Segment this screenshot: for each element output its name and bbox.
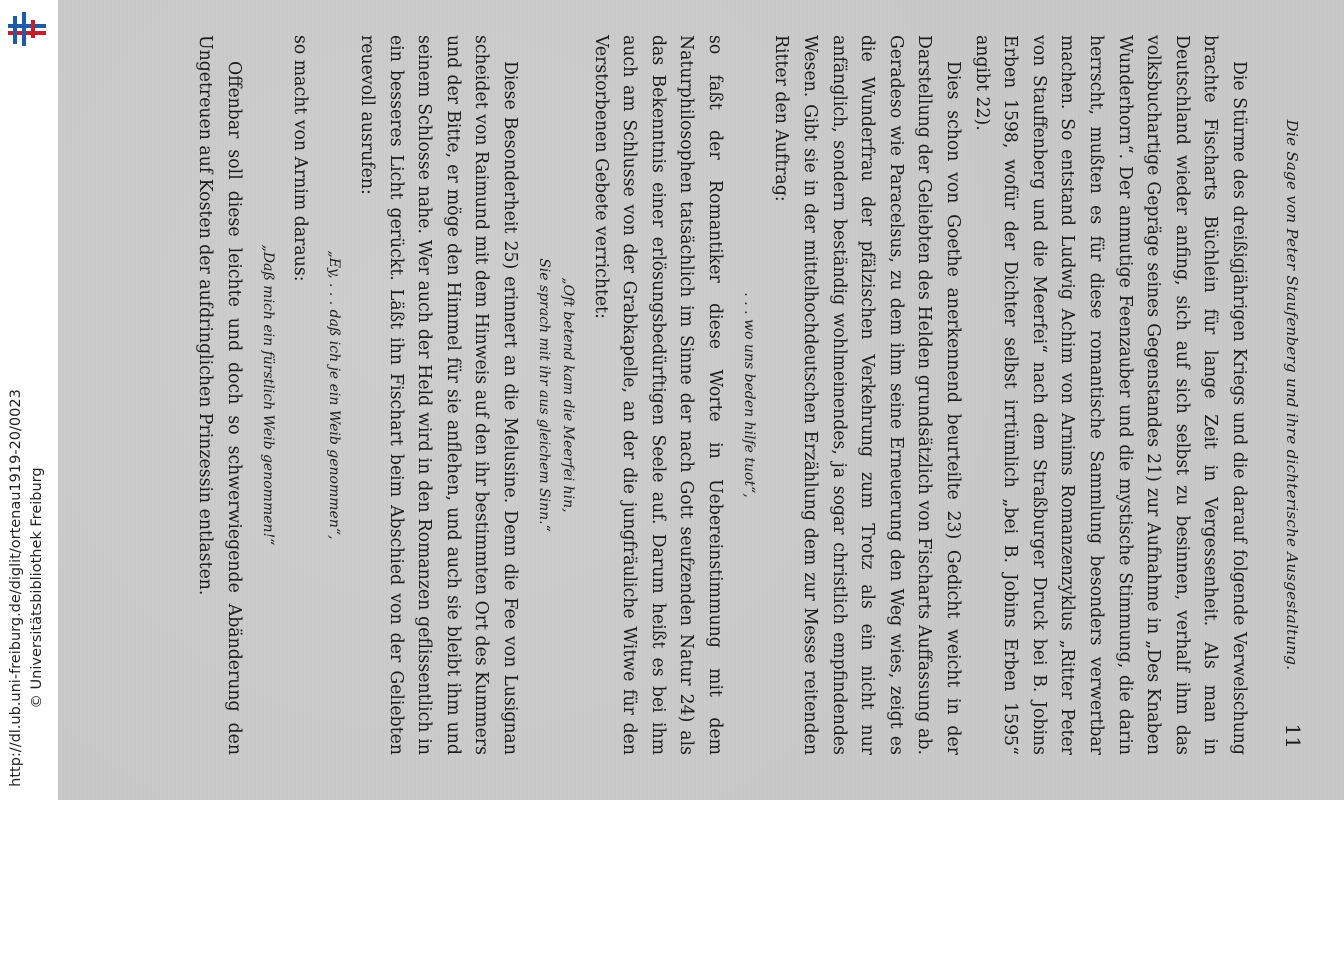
quote-2-line-2: Sie sprach mit ihr aus gleichem Sinn.“ bbox=[535, 258, 552, 532]
quote-1-text: . . . wo uns beden hilfe tuot“, bbox=[740, 292, 757, 498]
body-text bbox=[191, 35, 1253, 755]
running-head-text: Die Sage von Peter Staufenberg und ihre dichterische Ausgestaltung. bbox=[1283, 119, 1301, 671]
paragraph-1: Die Stürme des dreißigjährigen Kriegs und die darauf folgende Verwelschung brachte Fischarts Büchlein für lange Zeit in Vergessenheit. Als man in Deutschland wieder anfing, sich auf sich selbst zu besinnen, verhalf ihm das volksbuchartige Gepräge seines Gegenstandes 21) zur Aufnahme in „Des Knaben Wunderhorn“. Der anmutige Feenzauber und die mystische Stimmung, die darin herrscht, mußten es für diese romantische Sammlung besonders verwertbar machen. So entstand Ludwig Achim von Arnims Romanzenzyklus „Ritter Peter von Stauffenberg und die Meerfei“ nach dem Straßburger Druck bei B. Jobins Erben 1598, wofür der Dichter selbst irrtümlich „bei B. Jobins Erben 1595“ angibt 22). bbox=[971, 35, 1249, 755]
credit-copyright: © Universitätsbibliothek Freiburg bbox=[29, 467, 45, 709]
quote-4 bbox=[256, 35, 280, 755]
running-head bbox=[1277, 35, 1301, 755]
quote-3 bbox=[322, 35, 346, 755]
rotated-page-content bbox=[75, 35, 1315, 755]
quote-3-text: „Ey, . . . daß ich je ein Weib genommen“, bbox=[326, 250, 343, 540]
copyright-credit bbox=[6, 208, 52, 968]
viewer-sidebar bbox=[0, 0, 58, 800]
quote-2 bbox=[532, 35, 580, 755]
quote-2-line-1: „Oft betend kam die Meerfei hin, bbox=[559, 277, 576, 513]
scanned-page bbox=[58, 0, 1344, 800]
paragraph-3: so faßt der Romantiker diese Worte in Uebereinstimmung mit dem Naturphilosophen tatsächlich im Sinne der nach Gott seufzenden Natur 24) als das Bekenntnis einer erlösungsbedürftigen Seele auf. Darum heißt es bei ihm auch am Schlusse von der Grabkapelle, an der die jungfräuliche Witwe für den Verstorbenen Gebete verrichtet: bbox=[590, 35, 725, 755]
page-number: 11 bbox=[1281, 723, 1305, 749]
ub-freiburg-logo-icon[interactable] bbox=[6, 10, 48, 48]
quote-1 bbox=[737, 35, 761, 755]
paragraph-4: Diese Besonderheit 25) erinnert an die Melusine. Denn die Fee von Lusignan scheidet von Raimund mit dem Hinweis auf den ihr bestimmten Ort des Kummers und der Bitte, er möge den Himmel für sie anflehen, und auch sie bleibt ihm und seinem Schlosse nahe. Wer auch der Held wird in den Romanzen geflissentlich in ein besseres Licht gerückt. Läßt ihn Fischart beim Abschied von der Geliebten reuevoll ausrufen: bbox=[356, 35, 520, 755]
quote-4-text: „Daß mich ein fürstlich Weib genommen!“ bbox=[259, 244, 276, 546]
paragraph-5: so macht von Arnim daraus: bbox=[290, 35, 311, 282]
paragraph-6: Offenbar soll diese leichte und doch so schwerwiegende Abänderung den Ungetreuen auf Kosten der aufdringlichen Prinzessin entlasten. bbox=[195, 35, 244, 755]
paragraph-2: Dies schon von Goethe anerkennend beurteilte 23) Gedicht weicht in der Darstellung der Geliebten des Helden grundsätzlich von Fischarts Auffassung ab. Geradeso wie Paracelsus, zu dem ihm seine Erneuerung den Weg wies, zeigt es die Wunderfrau der pfälzischen Verkehrung zum Trotz als ein nicht nur anfänglich, sondern beständig wohlmeinendes, ja sogar christlich empfindendes Wesen. Gibt sie in der mittelhochdeutschen Erzählung dem zur Messe reitenden Ritter den Auftrag: bbox=[771, 35, 964, 755]
credit-url[interactable]: http://dl.ub.uni-freiburg.de/diglit/ortenau1919-20/0023 bbox=[8, 389, 24, 787]
